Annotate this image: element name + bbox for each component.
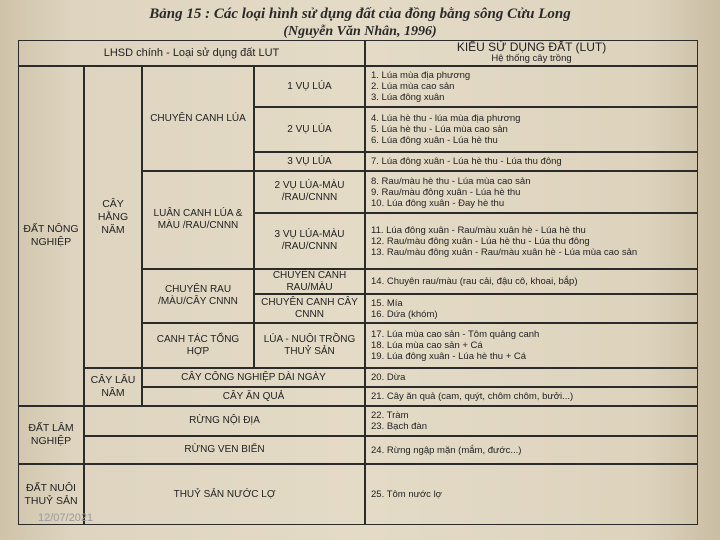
lut-item: 22. Tràm xyxy=(371,410,409,421)
header-right-title: KIỂU SỬ DỤNG ĐẤT (LUT) xyxy=(456,40,607,54)
lut-item: 2. Lúa mùa cao sản xyxy=(371,81,455,92)
lut-item: 20. Dừa xyxy=(371,372,406,383)
subtype-lua-nuoi-trong-thuy-san: LÚA - NUÔI TRỒNG THUỶ SẢN xyxy=(254,323,365,368)
group-dat-nong-nghiep: ĐẤT NÔNG NGHIỆP xyxy=(18,66,84,406)
table-source: (Nguyễn Văn Nhân, 1996) xyxy=(283,24,437,39)
lut-item: 24. Rừng ngập mặn (mắm, đước...) xyxy=(371,444,522,456)
lut-item: 4. Lúa hè thu - lúa mùa địa phương xyxy=(371,113,521,124)
lut-group-lua-nuoi xyxy=(365,323,698,368)
lut-group-3vu-mau xyxy=(365,213,698,269)
lut-group-3vu xyxy=(365,152,698,171)
header-left: LHSD chính - Loại sử dụng đất LUT xyxy=(18,40,365,66)
lut-group-cnnn xyxy=(365,294,698,323)
type-chuyen-canh-lua: CHUYÊN CANH LÚA xyxy=(142,66,254,171)
subtype-1-vu-lua: 1 VỤ LÚA xyxy=(254,66,365,107)
subtype-cc-cay-cnnn: CHUYÊN CANH CÂY CNNN xyxy=(254,294,365,323)
lut-group-1vu xyxy=(365,66,698,107)
type-luan-canh: LUÂN CANH LÚA & MÀU /RAU/CNNN xyxy=(142,171,254,269)
lut-group-2vu xyxy=(365,107,698,152)
lut-item: 1. Lúa mùa địa phương xyxy=(371,70,471,81)
subtype-3-vu-lua: 3 VỤ LÚA xyxy=(254,152,365,171)
lut-group-an-qua xyxy=(365,387,698,406)
lut-item: 12. Rau/màu đông xuân - Lúa hè thu - Lúa thu đông xyxy=(371,235,590,247)
lut-item: 16. Dứa (khóm) xyxy=(371,308,438,320)
lut-item: 23. Bạch đàn xyxy=(371,421,427,432)
lut-item: 9. Rau/màu đông xuân - Lúa hè thu xyxy=(371,186,521,198)
header-right xyxy=(365,40,698,66)
lut-item: 25. Tôm nước lợ xyxy=(371,489,442,500)
land-use-table xyxy=(18,40,698,525)
type-thuy-san-nuoc-lo: THUỶ SẢN NƯỚC LỢ xyxy=(84,464,365,525)
lut-item: 10. Lúa đông xuân - Đay hè thu xyxy=(371,197,505,209)
table-title: Bảng 15 : Các loại hình sử dụng đất của đồng bằng sông Cửu Long xyxy=(149,6,571,22)
group-dat-lam-nghiep: ĐẤT LÂM NGHIỆP xyxy=(18,406,84,464)
lut-item: 21. Cây ăn quả (cam, quýt, chôm chôm, bưởi...) xyxy=(371,391,574,402)
lut-item: 14. Chuyên rau/màu (rau cải, đậu cô, khoai, bắp) xyxy=(371,276,578,287)
type-cay-cong-nghiep: CÂY CÔNG NGHIỆP DÀI NGÀY xyxy=(142,368,365,387)
type-cay-an-qua: CÂY ĂN QUẢ xyxy=(142,387,365,406)
lut-group-rau-mau xyxy=(365,269,698,294)
lut-group-rung-noi-dia xyxy=(365,406,698,436)
lut-item: 8. Rau/màu hè thu - Lúa mùa cao sản xyxy=(371,175,531,187)
lut-item: 6. Lúa đông xuân - Lúa hè thu xyxy=(371,135,498,146)
lut-group-2vu-mau xyxy=(365,171,698,213)
subtype-cc-rau-mau: CHUYÊN CANH RAU/MÀU xyxy=(254,269,365,294)
group-cay-hang-nam: CÂY HẰNG NĂM xyxy=(84,66,142,368)
type-rung-noi-dia: RỪNG NỘI ĐỊA xyxy=(84,406,365,436)
lut-item: 19. Lúa đông xuân - Lúa hè thu + Cá xyxy=(371,351,527,362)
lut-item: 13. Rau/màu đông xuân - Rau/màu xuân hè - Lúa mùa cao sản xyxy=(371,246,638,258)
type-rung-ven-bien: RỪNG VEN BIỂN xyxy=(84,436,365,464)
lut-item: 18. Lúa mùa cao sản + Cá xyxy=(371,340,483,351)
type-canh-tac-tong-hop: CANH TÁC TỔNG HỢP xyxy=(142,323,254,368)
date-stamp: 12/07/2021 xyxy=(38,512,94,524)
lut-item: 15. Mía xyxy=(371,297,403,309)
subtype-2-vu-lua-mau: 2 VỤ LÚA-MÀU /RAU/CNNN xyxy=(254,171,365,213)
lut-item: 5. Lúa hè thu - Lúa mùa cao sản xyxy=(371,124,508,135)
subtype-3-vu-lua-mau: 3 VỤ LÚA-MÀU /RAU/CNNN xyxy=(254,213,365,269)
lut-item: 11. Lúa đông xuân - Rau/màu xuân hè - Lúa hè thu xyxy=(371,224,586,236)
header-right-subtitle: Hệ thống cây trồng xyxy=(491,53,572,64)
lut-group-thuy-san xyxy=(365,464,698,525)
lut-group-cay-cn xyxy=(365,368,698,387)
lut-group-rung-ven-bien xyxy=(365,436,698,464)
lut-item: 17. Lúa mùa cao sản - Tôm quảng canh xyxy=(371,329,540,340)
lut-item: 3. Lúa đông xuân xyxy=(371,92,445,103)
subtype-2-vu-lua: 2 VỤ LÚA xyxy=(254,107,365,152)
group-cay-lau-nam: CÂY LÂU NĂM xyxy=(84,368,142,406)
lut-item: 7. Lúa đông xuân - Lúa hè thu - Lúa thu đông xyxy=(371,156,562,167)
type-chuyen-rau: CHUYÊN RAU /MÀU/CÂY CNNN xyxy=(142,269,254,323)
group-dat-nuoi-thuy-san: ĐẤT NUÔI THUỶ SẢN xyxy=(18,464,84,525)
